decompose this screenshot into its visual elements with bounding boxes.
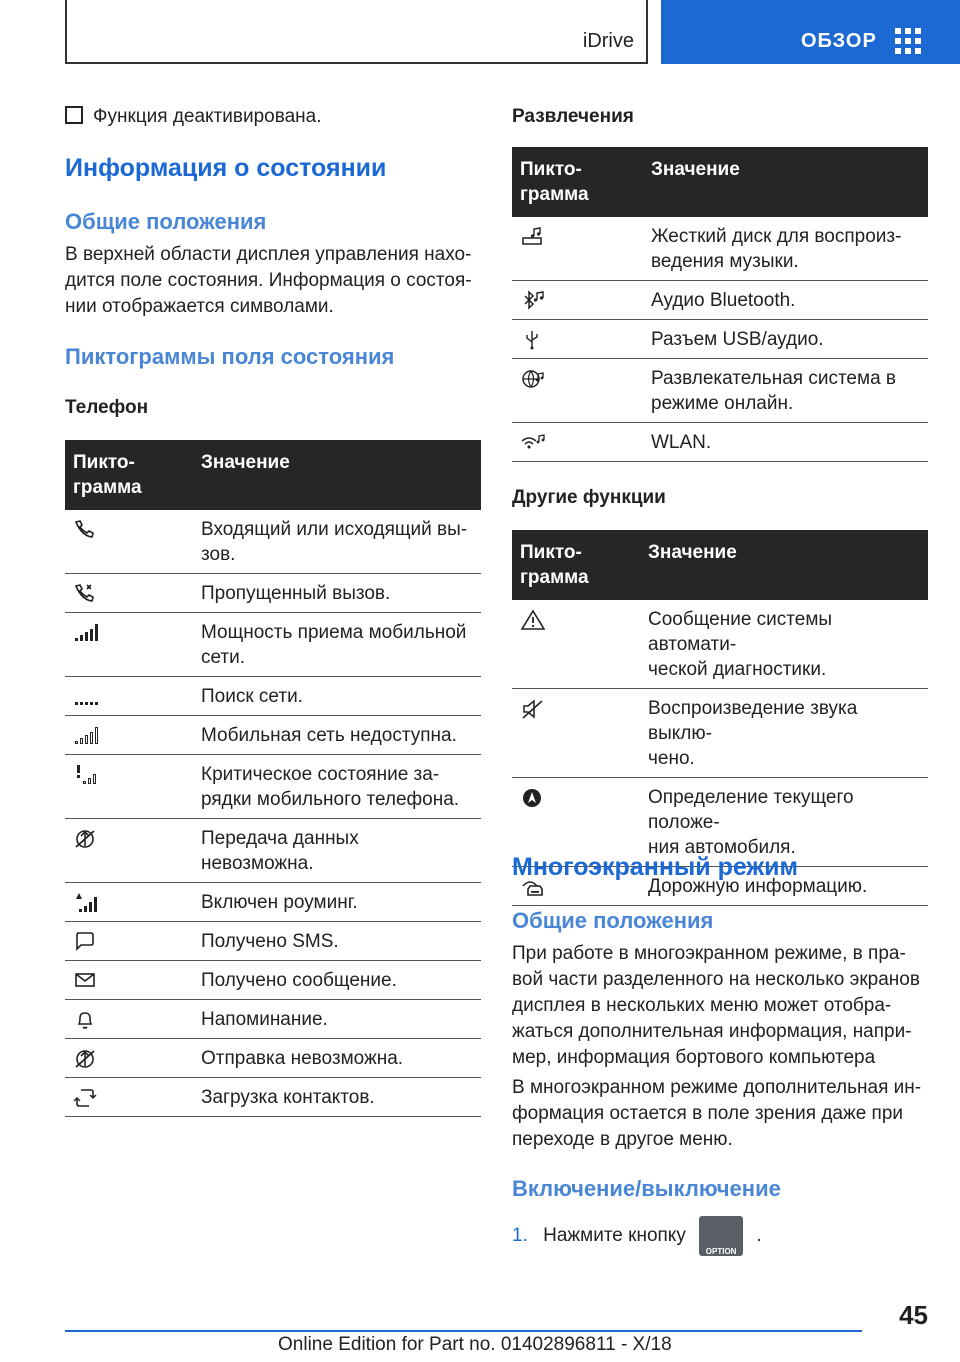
heading-entertainment: Развлечения (512, 106, 634, 127)
table-row: Жесткий диск для воспроиз- ведения музыки. (512, 217, 928, 281)
table-row: Напоминание. (65, 1000, 481, 1039)
other-table (512, 530, 928, 906)
step-end: . (756, 1225, 762, 1246)
table-row: Определение текущего положе- ния автомобиля. (512, 778, 928, 867)
table-row: Загрузка контактов. (65, 1078, 481, 1117)
mute-icon (520, 698, 546, 720)
heading-multiscreen: Многоэкранный режим (512, 853, 799, 881)
heading-other-functions: Другие функции (512, 487, 666, 508)
table-header-pictogram: Пикто- грамма (512, 530, 640, 600)
table-row: Получено сообщение. (65, 961, 481, 1000)
phone-call-icon (73, 519, 97, 539)
footer-edition: Online Edition for Part no. 01402896811 - X/18 (278, 1334, 672, 1355)
table-row: Критическое состояние за- рядки мобильного телефона. (65, 755, 481, 819)
low-battery-icon (73, 764, 101, 786)
table-header-pictogram: Пикто- грамма (512, 147, 643, 217)
table-row: Дорожную информацию. (512, 867, 928, 906)
table-row: Мобильная сеть недоступна. (65, 716, 481, 755)
disabled-note: Функция деактивирована. (65, 104, 322, 130)
table-row: Получено SMS. (65, 922, 481, 961)
table-row: Разъем USB/аудио. (512, 320, 928, 359)
warning-triangle-icon (520, 609, 546, 631)
footer-divider (65, 1330, 862, 1332)
table-row: Воспроизведение звука выклю- чено. (512, 689, 928, 778)
heading-phone: Телефон (65, 397, 149, 418)
table-row: Поиск сети. (65, 677, 481, 716)
checkbox-empty-icon (65, 106, 83, 124)
entertainment-table (512, 147, 928, 462)
multiscreen-paragraph-1: При работе в многоэкранном режиме, в пра- вой части разделенного на несколько экранов дисплея в нескольких меню может отобра- жаться дополнительная информация, напри- мер, информация бортового компьютера (512, 943, 920, 1068)
table-row: Входящий или исходящий вы- зов. (65, 510, 481, 574)
page-number: 45 (899, 1300, 928, 1330)
header-box (65, 0, 648, 64)
reminder-bell-icon (73, 1009, 97, 1031)
heading-general: Общие положения (65, 209, 267, 234)
step-text: Нажмите кнопку (543, 1225, 686, 1246)
table-header-meaning: Значение (640, 530, 928, 600)
heading-status-info: Информация о состоянии (65, 154, 387, 182)
header-chapter-tab[interactable] (661, 0, 960, 64)
send-failed-icon (73, 1048, 97, 1070)
email-icon (73, 970, 97, 990)
roaming-icon (73, 892, 101, 914)
table-row: Включен роуминг. (65, 883, 481, 922)
missed-call-icon (73, 583, 97, 603)
signal-strength-icon (73, 622, 101, 642)
table-header-meaning: Значение (643, 147, 928, 217)
heading-general-2: Общие положения (512, 908, 714, 933)
contacts-download-icon (73, 1087, 97, 1109)
table-row: Мощность приема мобильной сети. (65, 613, 481, 677)
step-number: 1. (512, 1225, 528, 1246)
sms-icon (73, 931, 97, 951)
no-data-icon (73, 828, 97, 850)
heading-pictograms: Пиктограммы поля состояния (65, 344, 395, 369)
table-header-meaning: Значение (193, 440, 481, 510)
grid-menu-icon (895, 28, 921, 54)
table-row: Развлекательная система в режиме онлайн. (512, 359, 928, 423)
heading-on-off: Включение/выключение (512, 1176, 781, 1201)
option-button-image: OPTION (699, 1216, 743, 1256)
table-header-pictogram: Пикто- грамма (65, 440, 193, 510)
general-paragraph: В верхней области дисплея управления нахо- дится поле состояния. Информация о состоя- нии отображается символами. (65, 244, 472, 317)
table-row: Передача данных невозможна. (65, 819, 481, 883)
hard-disk-music-icon (520, 226, 546, 248)
header-section: iDrive (582, 30, 634, 52)
network-search-icon (73, 686, 101, 706)
multiscreen-paragraph-2: В многоэкранном режиме дополнительная ин- формация остается в поле зрения даже при переходе в другое меню. (512, 1077, 922, 1150)
header-chapter-label: ОБЗОР (801, 30, 877, 52)
no-network-icon (73, 725, 101, 745)
usb-icon (520, 329, 544, 351)
table-row: Пропущенный вызов. (65, 574, 481, 613)
table-row: Сообщение системы автомати- ческой диагностики. (512, 600, 928, 689)
table-row: WLAN. (512, 423, 928, 462)
location-icon (520, 787, 546, 809)
bluetooth-audio-icon (520, 290, 546, 312)
table-row: Аудио Bluetooth. (512, 281, 928, 320)
phone-table (65, 440, 481, 1117)
table-row: Отправка невозможна. (65, 1039, 481, 1078)
online-entertainment-icon (520, 368, 546, 390)
wlan-icon (520, 432, 546, 454)
step-1 (512, 1214, 762, 1258)
